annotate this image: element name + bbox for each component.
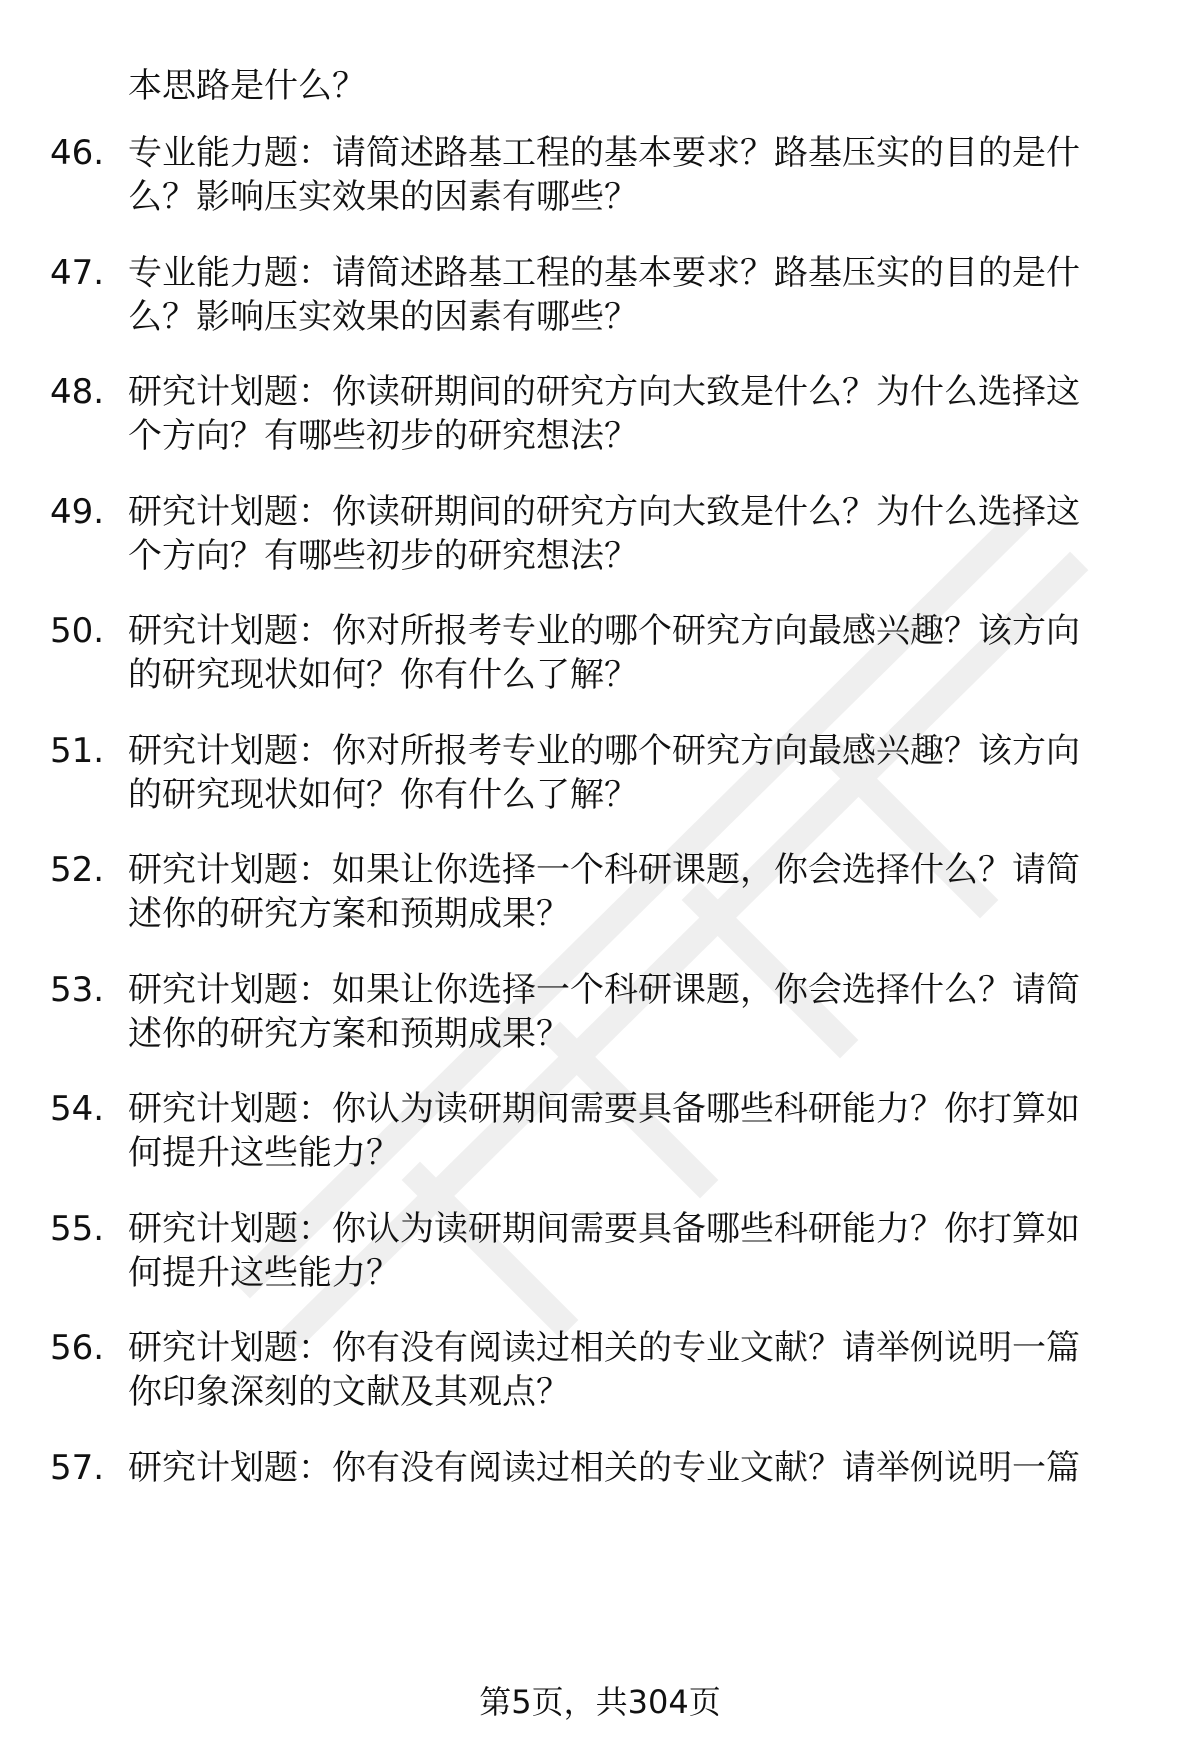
question-number: 52. (50, 850, 105, 890)
question-number: 49. (50, 492, 105, 532)
question-text-line1: 研究计划题：你对所报考专业的哪个研究方向最感兴趣？该方向 (128, 611, 1080, 651)
question-text-line2: 述你的研究方案和预期成果？ (128, 1014, 570, 1054)
question-number: 47. (50, 253, 105, 293)
question-text-line1: 研究计划题：你读研期间的研究方向大致是什么？为什么选择这 (128, 372, 1080, 412)
question-text-line2: 的研究现状如何？你有什么了解？ (128, 775, 638, 815)
question-number: 56. (50, 1328, 105, 1368)
question-text-line2: 何提升这些能力？ (128, 1133, 400, 1173)
question-number: 53. (50, 970, 105, 1010)
question-number: 55. (50, 1209, 105, 1249)
page-footer: 第5页，共304页 (479, 1683, 721, 1721)
question-text-line1: 研究计划题：如果让你选择一个科研课题，你会选择什么？请简 (128, 970, 1080, 1010)
question-number: 46. (50, 133, 105, 173)
question-text-line2: 的研究现状如何？你有什么了解？ (128, 655, 638, 695)
question-text-line2: 么？影响压实效果的因素有哪些？ (128, 177, 638, 217)
question-number: 51. (50, 731, 105, 771)
question-text-line1: 研究计划题：如果让你选择一个科研课题，你会选择什么？请简 (128, 850, 1080, 890)
question-text-line1: 研究计划题：你认为读研期间需要具备哪些科研能力？你打算如 (128, 1209, 1080, 1249)
question-text-line1: 研究计划题：你认为读研期间需要具备哪些科研能力？你打算如 (128, 1089, 1080, 1129)
question-text-line2: 何提升这些能力？ (128, 1253, 400, 1293)
question-text-line1: 研究计划题：你对所报考专业的哪个研究方向最感兴趣？该方向 (128, 731, 1080, 771)
continuation-line: 本思路是什么？ (128, 66, 366, 106)
question-text-line1: 研究计划题：你读研期间的研究方向大致是什么？为什么选择这 (128, 492, 1080, 532)
question-text-line2: 你印象深刻的文献及其观点？ (128, 1372, 570, 1412)
question-text-line1: 专业能力题：请简述路基工程的基本要求？路基压实的目的是什 (128, 133, 1080, 173)
question-number: 54. (50, 1089, 105, 1129)
question-number: 57. (50, 1448, 105, 1488)
question-text-line1: 专业能力题：请简述路基工程的基本要求？路基压实的目的是什 (128, 253, 1080, 293)
question-text-line2: 个方向？有哪些初步的研究想法？ (128, 416, 638, 456)
question-text-line1: 研究计划题：你有没有阅读过相关的专业文献？请举例说明一篇 (128, 1448, 1080, 1488)
question-number: 50. (50, 611, 105, 651)
question-text-line2: 述你的研究方案和预期成果？ (128, 894, 570, 934)
question-number: 48. (50, 372, 105, 412)
question-text-line2: 么？影响压实效果的因素有哪些？ (128, 297, 638, 337)
question-text-line2: 个方向？有哪些初步的研究想法？ (128, 536, 638, 576)
question-text-line1: 研究计划题：你有没有阅读过相关的专业文献？请举例说明一篇 (128, 1328, 1080, 1368)
